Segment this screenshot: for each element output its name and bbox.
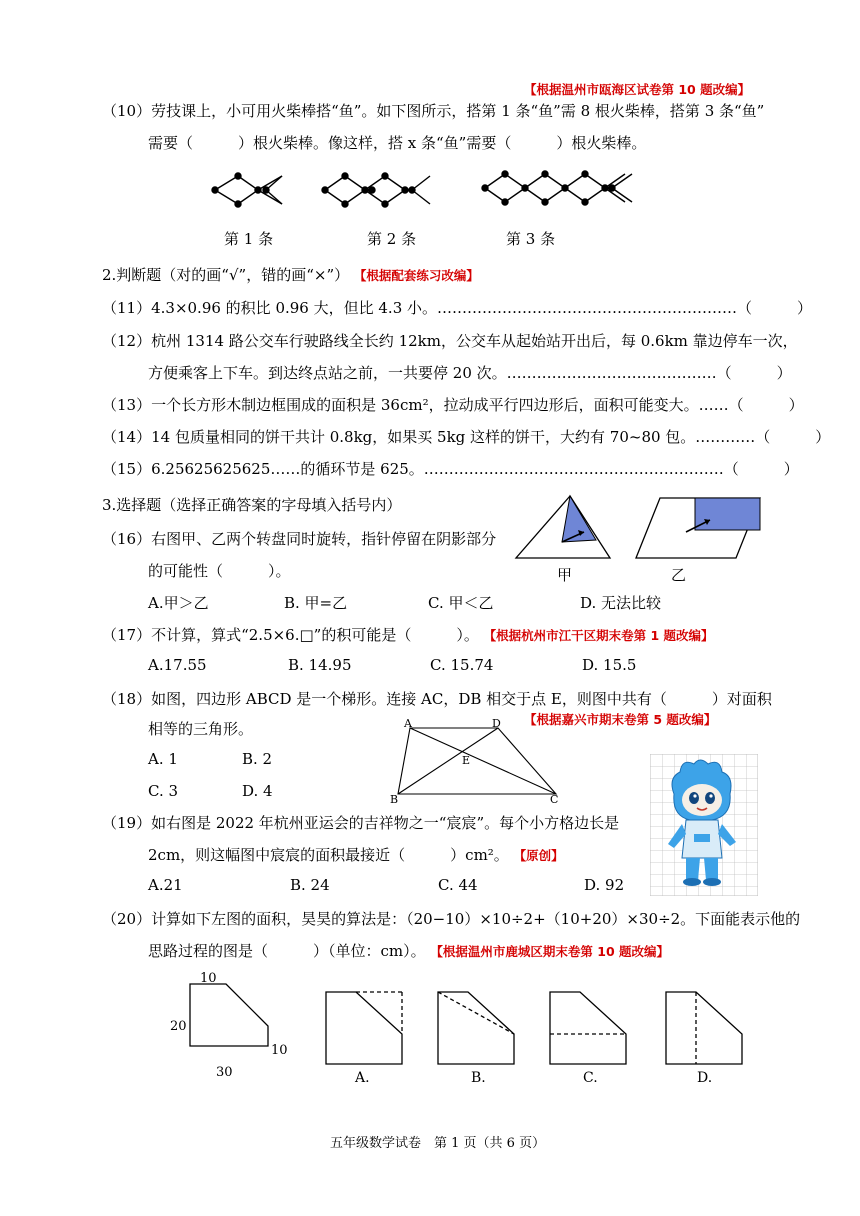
spinner-label-yi: 乙 — [671, 566, 687, 584]
q20-option-c-shape — [550, 992, 626, 1064]
vertex-c: C — [550, 793, 559, 806]
fish-label-2: 第 2 条 — [367, 230, 417, 248]
fish-1 — [212, 173, 282, 207]
q16-text-line1: （16）右图甲、乙两个转盘同时旋转，指针停留在阴影部分 — [102, 530, 497, 548]
page-footer: 五年级数学试卷 第 1 页（共 6 页） — [330, 1136, 546, 1151]
spinner-jia — [516, 496, 610, 558]
dim-top: 10 — [200, 971, 217, 986]
q19-option-b: B. 24 — [290, 876, 330, 894]
spinner-figures — [510, 492, 770, 564]
q14-text: （14）14 包质量相同的饼干共计 0.8kg，如果买 5kg 这样的饼干，大约有 70~80 包。…………（ ） — [102, 428, 831, 446]
section3-title: 3.选择题（选择正确答案的字母填入括号内） — [102, 496, 402, 514]
q20-label-a: A. — [355, 1070, 370, 1086]
q20-source-tag: 【根据温州市鹿城区期末卷第 10 题改编】 — [430, 944, 670, 959]
q15-text: （15）6.25625625625……的循环节是 625。……………………………………………………（ ） — [102, 460, 799, 478]
q18-option-a: A. 1 — [148, 750, 178, 768]
q18-option-d: D. 4 — [242, 782, 273, 800]
q17-source-tag: 【根据杭州市江干区期末卷第 1 题改编】 — [483, 628, 714, 643]
spinner-label-jia: 甲 — [557, 566, 573, 584]
q16-option-b: B. 甲=乙 — [284, 594, 348, 612]
q19-option-c: C. 44 — [438, 876, 478, 894]
fish-2 — [322, 173, 430, 207]
q18-text-line2: 相等的三角形。 — [148, 720, 254, 738]
q12-text-line1: （12）杭州 1314 路公交车行驶路线全长约 12km，公交车从起始站开出后，每 0.6km 靠边停车一次， — [102, 332, 798, 350]
q17-option-d: D. 15.5 — [582, 656, 637, 674]
q20-text-line2: 思路过程的图是（ ）（单位：cm）。 【根据温州市鹿城区期末卷第 10 题改编】 — [148, 942, 670, 960]
q18-option-c: C. 3 — [148, 782, 179, 800]
q17-option-a: A.17.55 — [148, 656, 207, 674]
q20-text-line1: （20）计算如下左图的面积，昊昊的算法是：（20−10）×10÷2+（10+20）×30÷2。下面能表示他的 — [102, 910, 801, 928]
q11-text: （11）4.3×0.96 的积比 0.96 大，但比 4.3 小。……………………………………………………（ ） — [102, 299, 813, 317]
vertex-e: E — [462, 754, 471, 767]
q18-source-tag: 【根据嘉兴市期末卷第 5 题改编】 — [524, 712, 717, 727]
vertex-d: D — [492, 717, 501, 730]
q19-option-d: D. 92 — [584, 876, 625, 894]
q12-text-line2: 方便乘客上下车。到达终点站之前，一共要停 20 次。……………………………………（ ） — [148, 364, 792, 382]
fish-label-3: 第 3 条 — [506, 230, 556, 248]
q10-text-line1: （10）劳技课上，小可用火柴棒搭“鱼”。如下图所示，搭第 1 条“鱼”需 8 根火柴棒，搭第 3 条“鱼” — [102, 102, 765, 120]
q16-option-a: A.甲＞乙 — [148, 594, 209, 612]
q20-option-b-shape — [438, 992, 514, 1064]
section2-title: 2.判断题（对的画“√”，错的画“×”） 【根据配套练习改编】 — [102, 266, 479, 284]
q19-text-line2: 2cm，则这幅图中宸宸的面积最接近（ ）cm²。 【原创】 — [148, 846, 564, 864]
q19-source-tag: 【原创】 — [513, 848, 564, 863]
vertex-b: B — [390, 793, 399, 806]
q20-option-a-shape — [326, 992, 402, 1064]
q20-label-d: D. — [697, 1070, 713, 1086]
fish-3 — [482, 171, 632, 205]
q20-figures — [160, 966, 760, 1090]
trapezoid-figure — [388, 716, 568, 806]
spinner-yi — [636, 498, 760, 558]
q16-option-c: C. 甲＜乙 — [428, 594, 494, 612]
dim-right: 10 — [271, 1043, 288, 1058]
q17-option-c: C. 15.74 — [430, 656, 494, 674]
q19-text-line1: （19）如右图是 2022 年杭州亚运会的吉祥物之一“宸宸”。每个小方格边长是 — [102, 814, 620, 832]
mascot-grid-image — [650, 754, 758, 896]
q20-label-b: B. — [471, 1070, 486, 1086]
q20-label-c: C. — [583, 1070, 598, 1086]
vertex-a: A — [404, 717, 412, 730]
dim-left: 20 — [170, 1019, 187, 1034]
q17-option-b: B. 14.95 — [288, 656, 352, 674]
q16-text-line2: 的可能性（ ）。 — [148, 562, 291, 580]
q19-option-a: A.21 — [148, 876, 183, 894]
q13-text: （13）一个长方形木制边框围成的面积是 36cm²，拉动成平行四边形后，面积可能变大。……（ ） — [102, 396, 804, 414]
fish-label-1: 第 1 条 — [224, 230, 274, 248]
q16-option-d: D. 无法比较 — [580, 594, 662, 612]
section2-source-tag: 【根据配套练习改编】 — [353, 268, 479, 283]
q18-text-line1: （18）如图，四边形 ABCD 是一个梯形。连接 AC，DB 相交于点 E，则图中共有（ ）对面积 — [102, 690, 772, 708]
q17-text: （17）不计算，算式“2.5×6.□”的积可能是（ ）。 【根据杭州市江干区期末卷第 1 题改编】 — [102, 626, 714, 644]
q18-option-b: B. 2 — [242, 750, 273, 768]
q20-option-d-shape — [666, 992, 742, 1064]
q10-source-tag: 【根据温州市瓯海区试卷第 10 题改编】 — [524, 82, 751, 97]
q20-main-shape — [170, 971, 288, 1080]
q10-text-line2: 需要（ ）根火柴棒。像这样，搭 x 条“鱼”需要（ ）根火柴棒。 — [148, 134, 647, 152]
dim-bottom: 30 — [216, 1065, 233, 1080]
